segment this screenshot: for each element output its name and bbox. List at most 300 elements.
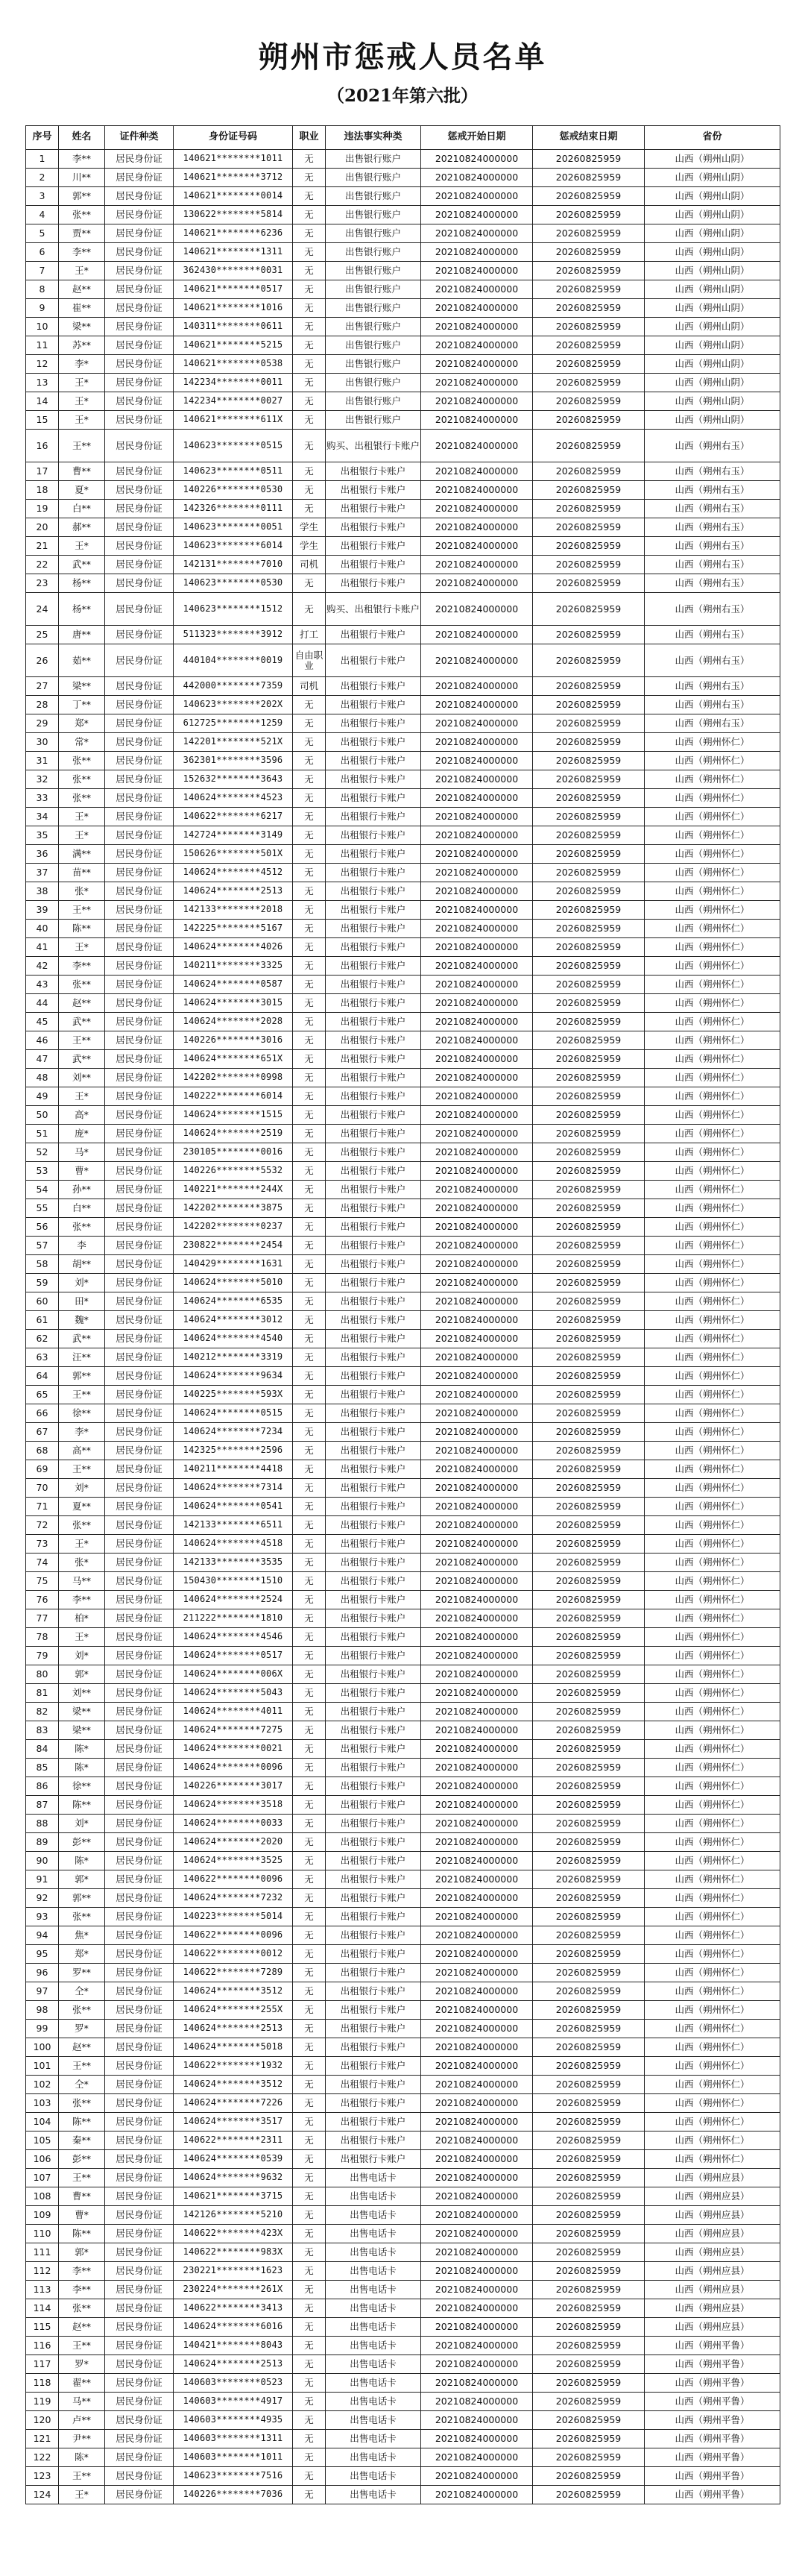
table-row [26,2374,780,2393]
cell-occupation: 无 [293,2113,326,2132]
cell-province: 山西（朔州右玉） [645,677,780,696]
table-row [26,355,780,374]
cell-name: 梁** [59,318,105,336]
cell-name: 王* [59,938,105,957]
cell-id-number: 140624********3012 [174,1311,293,1330]
cell-id-type: 居民身份证 [105,556,174,574]
cell-end-date: 20260825959 [533,224,645,243]
cell-id-number: 140621********6236 [174,224,293,243]
cell-index: 70 [26,1479,59,1498]
cell-id-number: 140624********6535 [174,1292,293,1311]
cell-end-date: 20260825959 [533,1367,645,1386]
cell-name: 陈* [59,1759,105,1777]
cell-province: 山西（朔州怀仁） [645,882,780,901]
cell-index: 117 [26,2355,59,2374]
table-row [26,430,780,462]
cell-province: 山西（朔州怀仁） [645,2150,780,2169]
cell-occupation: 无 [293,2281,326,2299]
cell-start-date: 20210824000000 [421,1889,533,1908]
cell-end-date: 20260825959 [533,2206,645,2225]
cell-violation-type: 出租银行卡账户 [326,1982,421,2001]
cell-start-date: 20210824000000 [421,518,533,537]
cell-occupation: 无 [293,280,326,299]
cell-id-type: 居民身份证 [105,1069,174,1087]
cell-name: 武** [59,1330,105,1348]
cell-name: 王** [59,901,105,920]
cell-id-type: 居民身份证 [105,1759,174,1777]
cell-province: 山西（朔州怀仁） [645,1050,780,1069]
cell-id-number: 140622********0096 [174,1926,293,1945]
cell-index: 2 [26,169,59,187]
cell-end-date: 20260825959 [533,1442,645,1460]
table-row [26,537,780,556]
cell-province: 山西（朔州山阴） [645,355,780,374]
cell-index: 58 [26,1255,59,1274]
cell-province: 山西（朔州怀仁） [645,1013,780,1031]
cell-province: 山西（朔州怀仁） [645,1665,780,1684]
cell-id-number: 140622********3413 [174,2299,293,2318]
table-row [26,2281,780,2299]
cell-id-type: 居民身份证 [105,2150,174,2169]
cell-name: 满** [59,845,105,864]
cell-name: 陈* [59,2448,105,2467]
cell-province: 山西（朔州山阴） [645,187,780,206]
cell-id-type: 居民身份证 [105,2187,174,2206]
table-row [26,556,780,574]
table-row [26,2132,780,2150]
cell-end-date: 20260825959 [533,1852,645,1870]
cell-province: 山西（朔州山阴） [645,206,780,224]
cell-name: 王* [59,1535,105,1554]
document-title: 朔州市惩戒人员名单 [258,40,547,75]
cell-province: 山西（朔州怀仁） [645,1237,780,1255]
cell-name: 陈** [59,920,105,938]
cell-id-type: 居民身份证 [105,845,174,864]
table-row [26,2094,780,2113]
cell-occupation: 无 [293,733,326,752]
cell-name: 陈** [59,1796,105,1815]
cell-name: 唐** [59,626,105,644]
table-row [26,1199,780,1218]
cell-occupation: 无 [293,789,326,808]
cell-name: 李** [59,150,105,169]
cell-province: 山西（朔州怀仁） [645,1945,780,1964]
cell-index: 31 [26,752,59,770]
cell-end-date: 20260825959 [533,1237,645,1255]
cell-occupation: 无 [293,2057,326,2076]
cell-violation-type: 出租银行卡账户 [326,1852,421,1870]
cell-index: 100 [26,2038,59,2057]
table-row [26,2486,780,2504]
cell-id-type: 居民身份证 [105,789,174,808]
cell-occupation: 无 [293,826,326,845]
cell-occupation: 无 [293,1815,326,1833]
cell-id-type: 居民身份证 [105,920,174,938]
cell-end-date: 20260825959 [533,2001,645,2020]
cell-id-number: 140621********3712 [174,169,293,187]
cell-violation-type: 出租银行卡账户 [326,574,421,593]
cell-province: 山西（朔州怀仁） [645,1796,780,1815]
cell-violation-type: 出租银行卡账户 [326,1106,421,1125]
cell-violation-type: 出租银行卡账户 [326,1125,421,1143]
cell-occupation: 无 [293,187,326,206]
cell-id-number: 140624********4512 [174,864,293,882]
cell-end-date: 20260825959 [533,392,645,411]
cell-end-date: 20260825959 [533,938,645,957]
cell-index: 65 [26,1386,59,1404]
cell-id-number: 142724********3149 [174,826,293,845]
cell-end-date: 20260825959 [533,1684,645,1703]
cell-province: 山西（朔州山阴） [645,224,780,243]
cell-occupation: 无 [293,2430,326,2448]
table-row [26,224,780,243]
cell-start-date: 20210824000000 [421,280,533,299]
cell-start-date: 20210824000000 [421,1125,533,1143]
cell-index: 86 [26,1777,59,1796]
cell-province: 山西（朔州怀仁） [645,1703,780,1721]
cell-id-number: 140226********3017 [174,1777,293,1796]
cell-end-date: 20260825959 [533,1796,645,1815]
cell-index: 96 [26,1964,59,1982]
cell-violation-type: 出租银行卡账户 [326,518,421,537]
table-row [26,2020,780,2038]
cell-province: 山西（朔州怀仁） [645,789,780,808]
cell-violation-type: 出租银行卡账户 [326,1554,421,1572]
cell-violation-type: 出租银行卡账户 [326,2057,421,2076]
cell-violation-type: 出租银行卡账户 [326,901,421,920]
cell-occupation: 无 [293,1759,326,1777]
cell-start-date: 20210824000000 [421,1237,533,1255]
cell-end-date: 20260825959 [533,355,645,374]
cell-id-number: 140621********1011 [174,150,293,169]
cell-name: 陈** [59,2225,105,2243]
cell-start-date: 20210824000000 [421,1703,533,1721]
cell-violation-type: 出租银行卡账户 [326,500,421,518]
cell-start-date: 20210824000000 [421,2206,533,2225]
cell-start-date: 20210824000000 [421,1479,533,1498]
cell-name: 李* [59,355,105,374]
cell-name: 胡** [59,1255,105,1274]
cell-start-date: 20210824000000 [421,1945,533,1964]
cell-id-type: 居民身份证 [105,1479,174,1498]
cell-id-number: 140624********5043 [174,1684,293,1703]
table-row [26,2113,780,2132]
cell-end-date: 20260825959 [533,280,645,299]
cell-index: 79 [26,1647,59,1665]
cell-id-number: 140624********0541 [174,1498,293,1516]
cell-id-number: 142202********3875 [174,1199,293,1218]
cell-end-date: 20260825959 [533,1498,645,1516]
cell-index: 90 [26,1852,59,1870]
cell-id-type: 居民身份证 [105,1647,174,1665]
cell-name: 曹* [59,2206,105,2225]
cell-index: 3 [26,187,59,206]
cell-province: 山西（朔州怀仁） [645,1311,780,1330]
table-row [26,2225,780,2243]
cell-occupation: 无 [293,1386,326,1404]
table-row [26,2038,780,2057]
cell-province: 山西（朔州山阴） [645,299,780,318]
cell-id-number: 140624********9632 [174,2169,293,2187]
cell-province: 山西（朔州怀仁） [645,957,780,976]
cell-province: 山西（朔州怀仁） [645,1591,780,1609]
cell-province: 山西（朔州怀仁） [645,826,780,845]
cell-start-date: 20210824000000 [421,2374,533,2393]
cell-name: 王** [59,1031,105,1050]
cell-violation-type: 出售电话卡 [326,2467,421,2486]
cell-id-number: 140221********244X [174,1181,293,1199]
cell-start-date: 20210824000000 [421,1404,533,1423]
cell-name: 张** [59,2094,105,2113]
cell-name: 罗* [59,2355,105,2374]
cell-name: 王* [59,374,105,392]
table-row [26,1125,780,1143]
cell-end-date: 20260825959 [533,1665,645,1684]
cell-name: 张** [59,1218,105,1237]
cell-occupation: 无 [293,1311,326,1330]
cell-end-date: 20260825959 [533,1926,645,1945]
cell-id-type: 居民身份证 [105,336,174,355]
cell-province: 山西（朔州怀仁） [645,2094,780,2113]
table-row [26,1833,780,1852]
cell-id-type: 居民身份证 [105,2262,174,2281]
cell-violation-type: 出售电话卡 [326,2281,421,2299]
cell-name: 卢** [59,2411,105,2430]
cell-name: 焦* [59,1926,105,1945]
cell-violation-type: 出租银行卡账户 [326,1870,421,1889]
cell-id-number: 230224********261X [174,2281,293,2299]
cell-index: 111 [26,2243,59,2262]
cell-end-date: 20260825959 [533,2337,645,2355]
cell-occupation: 无 [293,808,326,826]
cell-end-date: 20260825959 [533,1572,645,1591]
table-row [26,882,780,901]
cell-start-date: 20210824000000 [421,1386,533,1404]
cell-index: 95 [26,1945,59,1964]
cell-end-date: 20260825959 [533,1460,645,1479]
cell-end-date: 20260825959 [533,1311,645,1330]
cell-occupation: 无 [293,1330,326,1348]
cell-id-number: 140623********6014 [174,537,293,556]
cell-occupation: 无 [293,2038,326,2057]
cell-province: 山西（朔州平鲁） [645,2467,780,2486]
cell-occupation: 无 [293,169,326,187]
cell-end-date: 20260825959 [533,2448,645,2467]
cell-end-date: 20260825959 [533,500,645,518]
table-row [26,1479,780,1498]
cell-violation-type: 出租银行卡账户 [326,2020,421,2038]
cell-violation-type: 出租银行卡账户 [326,1404,421,1423]
table-row [26,2076,780,2094]
cell-occupation: 无 [293,481,326,500]
cell-id-type: 居民身份证 [105,864,174,882]
cell-occupation: 无 [293,1125,326,1143]
cell-occupation: 打工 [293,626,326,644]
cell-end-date: 20260825959 [533,2318,645,2337]
cell-violation-type: 出租银行卡账户 [326,2113,421,2132]
table-row [26,1852,780,1870]
cell-index: 114 [26,2299,59,2318]
cell-violation-type: 出租银行卡账户 [326,1591,421,1609]
cell-occupation: 无 [293,1274,326,1292]
cell-id-type: 居民身份证 [105,206,174,224]
cell-violation-type: 出租银行卡账户 [326,537,421,556]
cell-id-number: 150626********501X [174,845,293,864]
cell-index: 16 [26,430,59,462]
cell-id-number: 140212********3319 [174,1348,293,1367]
cell-start-date: 20210824000000 [421,733,533,752]
table-row [26,1591,780,1609]
cell-index: 124 [26,2486,59,2504]
cell-start-date: 20210824000000 [421,1759,533,1777]
cell-occupation: 无 [293,262,326,280]
cell-province: 山西（朔州应县） [645,2262,780,2281]
cell-id-type: 居民身份证 [105,537,174,556]
cell-index: 106 [26,2150,59,2169]
cell-violation-type: 出售电话卡 [326,2262,421,2281]
cell-occupation: 无 [293,976,326,994]
cell-end-date: 20260825959 [533,1740,645,1759]
cell-id-type: 居民身份证 [105,714,174,733]
table-row [26,1908,780,1926]
cell-id-type: 居民身份证 [105,518,174,537]
table-row [26,1740,780,1759]
cell-name: 赵** [59,2318,105,2337]
cell-name: 罗* [59,2020,105,2038]
cell-id-type: 居民身份证 [105,462,174,481]
cell-id-number: 142133********2018 [174,901,293,920]
cell-occupation: 无 [293,1591,326,1609]
table-row [26,1423,780,1442]
cell-id-type: 居民身份证 [105,1889,174,1908]
cell-end-date: 20260825959 [533,169,645,187]
cell-index: 10 [26,318,59,336]
cell-index: 89 [26,1833,59,1852]
cell-end-date: 20260825959 [533,2225,645,2243]
cell-name: 田* [59,1292,105,1311]
cell-end-date: 20260825959 [533,1609,645,1628]
table-row [26,1143,780,1162]
cell-province: 山西（朔州应县） [645,2281,780,2299]
cell-start-date: 20210824000000 [421,882,533,901]
cell-occupation: 无 [293,224,326,243]
cell-occupation: 无 [293,2486,326,2504]
cell-index: 49 [26,1087,59,1106]
cell-id-number: 140226********0530 [174,481,293,500]
table-row [26,1964,780,1982]
cell-province: 山西（朔州怀仁） [645,1460,780,1479]
cell-name: 郝** [59,518,105,537]
cell-id-number: 140624********255X [174,2001,293,2020]
cell-end-date: 20260825959 [533,1870,645,1889]
cell-index: 4 [26,206,59,224]
cell-occupation: 无 [293,1535,326,1554]
cell-end-date: 20260825959 [533,1908,645,1926]
cell-start-date: 20210824000000 [421,2169,533,2187]
cell-occupation: 无 [293,1870,326,1889]
cell-start-date: 20210824000000 [421,1013,533,1031]
cell-end-date: 20260825959 [533,2187,645,2206]
cell-id-type: 居民身份证 [105,1684,174,1703]
cell-occupation: 无 [293,1982,326,2001]
cell-end-date: 20260825959 [533,2393,645,2411]
cell-province: 山西（朔州怀仁） [645,938,780,957]
cell-violation-type: 出租银行卡账户 [326,1572,421,1591]
cell-province: 山西（朔州怀仁） [645,1199,780,1218]
cell-occupation: 无 [293,901,326,920]
cell-index: 44 [26,994,59,1013]
cell-end-date: 20260825959 [533,1404,645,1423]
cell-province: 山西（朔州怀仁） [645,1330,780,1348]
cell-index: 97 [26,1982,59,2001]
cell-name: 郭** [59,187,105,206]
cell-id-number: 140624********0517 [174,1647,293,1665]
cell-index: 122 [26,2448,59,2467]
cell-id-number: 140622********0096 [174,1870,293,1889]
cell-index: 33 [26,789,59,808]
cell-name: 罗** [59,1964,105,1982]
cell-id-type: 居民身份证 [105,1815,174,1833]
cell-occupation: 无 [293,2355,326,2374]
cell-id-type: 居民身份证 [105,2038,174,2057]
cell-index: 9 [26,299,59,318]
cell-province: 山西（朔州怀仁） [645,845,780,864]
table-row [26,1013,780,1031]
cell-id-number: 140624********3512 [174,2076,293,2094]
cell-id-number: 140623********0515 [174,430,293,462]
cell-province: 山西（朔州右玉） [645,626,780,644]
cell-id-number: 211222********1810 [174,1609,293,1628]
cell-province: 山西（朔州怀仁） [645,1087,780,1106]
cell-start-date: 20210824000000 [421,845,533,864]
table-row [26,2243,780,2262]
cell-violation-type: 出租银行卡账户 [326,1274,421,1292]
cell-start-date: 20210824000000 [421,1106,533,1125]
cell-province: 山西（朔州平鲁） [645,2486,780,2504]
cell-end-date: 20260825959 [533,574,645,593]
cell-province: 山西（朔州怀仁） [645,1628,780,1647]
cell-id-type: 居民身份证 [105,2206,174,2225]
cell-id-number: 142326********0111 [174,500,293,518]
cell-province: 山西（朔州怀仁） [645,1833,780,1852]
cell-province: 山西（朔州山阴） [645,374,780,392]
cell-violation-type: 出租银行卡账户 [326,1628,421,1647]
cell-name: 张* [59,1554,105,1572]
column-header-end-date: 惩戒结束日期 [533,126,645,150]
cell-id-type: 居民身份证 [105,1591,174,1609]
cell-start-date: 20210824000000 [421,1367,533,1386]
cell-id-type: 居民身份证 [105,938,174,957]
cell-start-date: 20210824000000 [421,374,533,392]
cell-occupation: 无 [293,1628,326,1647]
cell-occupation: 无 [293,752,326,770]
cell-occupation: 无 [293,1721,326,1740]
cell-index: 101 [26,2057,59,2076]
cell-id-number: 140225********593X [174,1386,293,1404]
table-row [26,808,780,826]
cell-index: 115 [26,2318,59,2337]
table-row [26,1274,780,1292]
cell-index: 69 [26,1460,59,1479]
cell-violation-type: 出租银行卡账户 [326,1348,421,1367]
cell-end-date: 20260825959 [533,1479,645,1498]
cell-occupation: 无 [293,2299,326,2318]
cell-occupation: 无 [293,150,326,169]
cell-index: 43 [26,976,59,994]
cell-id-number: 140603********0523 [174,2374,293,2393]
cell-name: 王* [59,537,105,556]
table-row [26,336,780,355]
